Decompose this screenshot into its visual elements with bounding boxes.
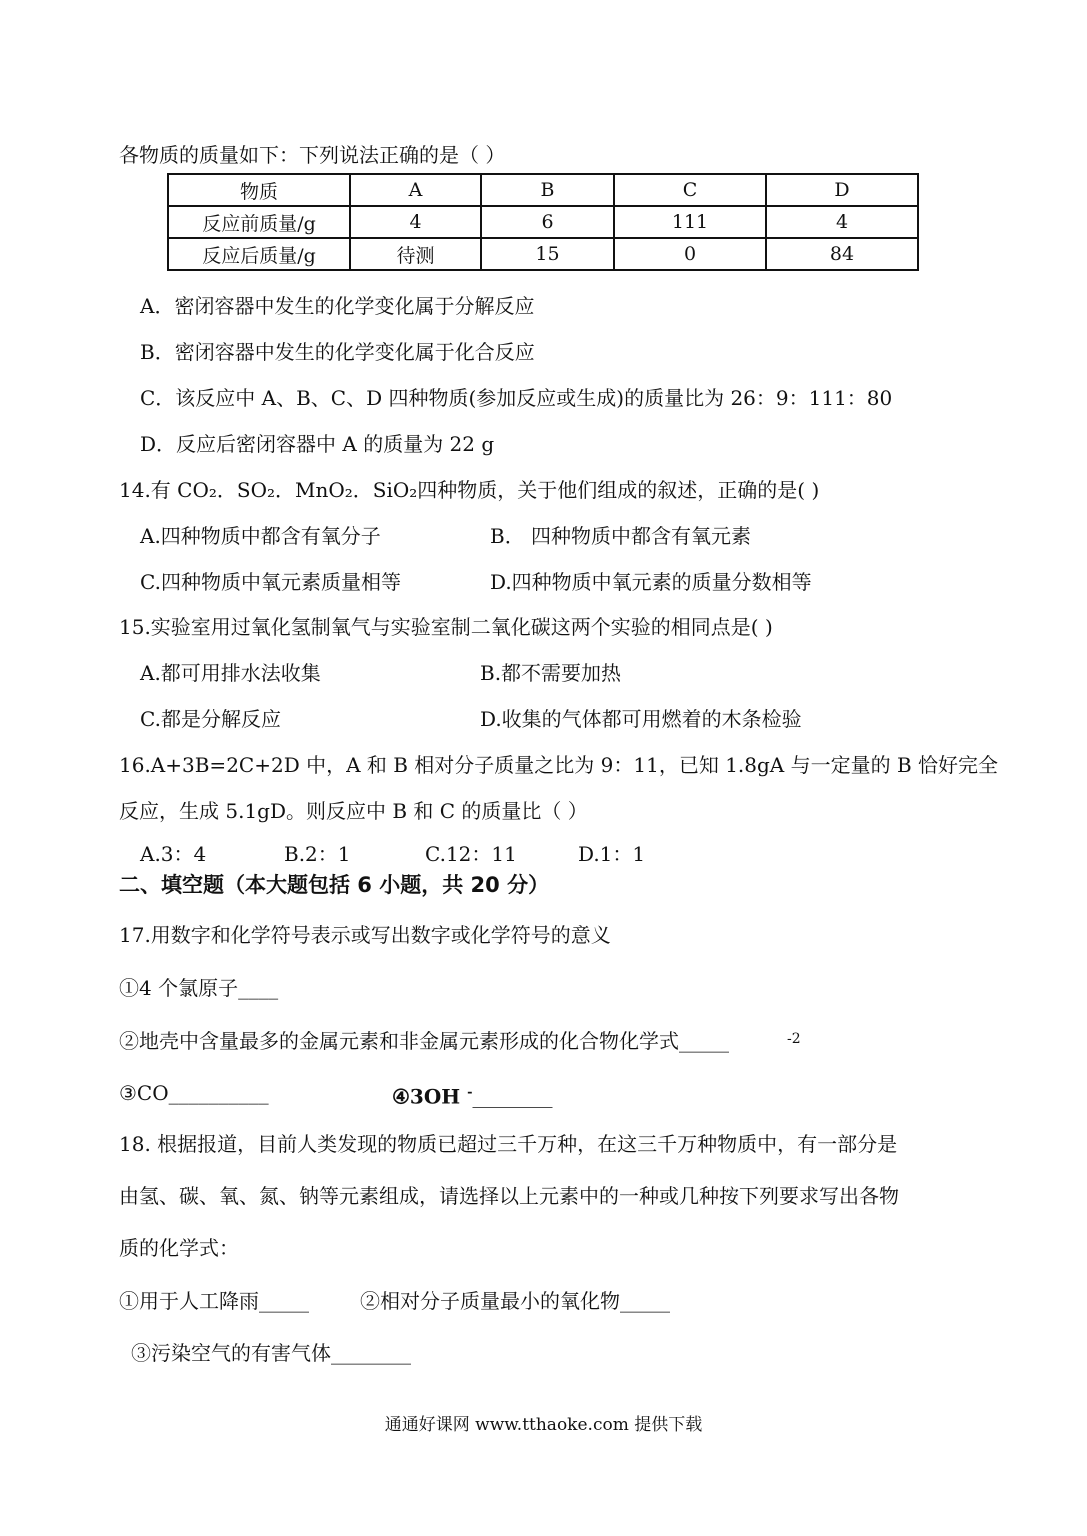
q15-option-c: C.都是分解反应 [140, 707, 281, 731]
q16-option-d: D.1：1 [578, 842, 646, 866]
q16-option-b: B.2：1 [284, 842, 351, 866]
table-cell: 物质 [168, 174, 350, 206]
table-row [168, 206, 918, 238]
table-cell: 待测 [350, 238, 481, 270]
q16-stem-line1: 16.A+3B=2C+2D 中，A 和 B 相对分子质量之比为 9：11，已知 1.8gA 与一定量的 B 恰好完全 [119, 753, 999, 777]
table-cell: B [481, 174, 614, 206]
q14-option-d: D.四种物质中氧元素的质量分数相等 [490, 570, 812, 594]
q17-item-4-blank: ________ [472, 1084, 553, 1109]
q13-option-a: A．密闭容器中发生的化学变化属于分解反应 [140, 294, 535, 318]
table-cell: A [350, 174, 481, 206]
q17-item-4-text: ④3OH [392, 1084, 468, 1109]
section-heading: 二、填空题（本大题包括 6 小题，共 20 分） [119, 873, 550, 897]
q14-option-c: C.四种物质中氧元素质量相等 [140, 570, 401, 594]
q17-item-2: ②地壳中含量最多的金属元素和非金属元素形成的化合物化学式_____ [119, 1029, 729, 1053]
table-cell: 4 [766, 206, 918, 238]
table-row [168, 238, 918, 270]
q15-option-b: B.都不需要加热 [480, 661, 622, 685]
q17-item-3: ③CO__________ [119, 1081, 269, 1105]
q17-item-1: ①4 个氯原子____ [119, 976, 279, 1000]
table-row [168, 174, 918, 206]
mass-table [167, 173, 919, 271]
q13-option-b: B．密闭容器中发生的化学变化属于化合反应 [140, 340, 535, 364]
intro-text: 各物质的质量如下：下列说法正确的是（ ） [119, 143, 506, 167]
valence-mark: -2 [787, 1031, 801, 1047]
table-cell: 15 [481, 238, 614, 270]
table-cell: 111 [614, 206, 766, 238]
q18-item-1: ①用于人工降雨_____ [119, 1289, 309, 1313]
q16-option-a: A.3：4 [140, 842, 207, 866]
table-cell: D [766, 174, 918, 206]
q14-option-b: B． 四种物质中都含有氧元素 [490, 524, 752, 548]
q18-stem-line1: 18. 根据报道，目前人类发现的物质已超过三千万种，在这三千万种物质中，有一部分是 [119, 1132, 898, 1156]
table-cell: 4 [350, 206, 481, 238]
q15-option-a: A.都可用排水法收集 [140, 661, 321, 685]
q13-option-c: C．该反应中 A、B、C、D 四种物质(参加反应或生成)的质量比为 26：9：111：80 [140, 386, 893, 410]
q14-option-a: A.四种物质中都含有氧分子 [140, 524, 381, 548]
table-cell: 84 [766, 238, 918, 270]
q15-stem: 15.实验室用过氧化氢制氧气与实验室制二氧化碳这两个实验的相同点是( ) [119, 615, 773, 639]
q18-item-2: ②相对分子质量最小的氧化物_____ [360, 1289, 670, 1313]
q18-item-3: ③污染空气的有害气体________ [131, 1341, 411, 1365]
q17-item-4 [392, 1080, 553, 1110]
q16-option-c: C.12：11 [425, 842, 517, 866]
table-cell: 6 [481, 206, 614, 238]
table-cell: 反应前质量/g [168, 206, 350, 238]
table-cell: 反应后质量/g [168, 238, 350, 270]
q13-option-d: D．反应后密闭容器中 A 的质量为 22 g [140, 432, 495, 456]
q17-stem: 17.用数字和化学符号表示或写出数字或化学符号的意义 [119, 923, 611, 947]
q18-stem-line3: 质的化学式： [119, 1236, 239, 1260]
q15-option-d: D.收集的气体都可用燃着的木条检验 [480, 707, 802, 731]
table-cell: 0 [614, 238, 766, 270]
footer-text: 通通好课网 www.tthaoke.com 提供下载 [384, 1415, 703, 1435]
q18-stem-line2: 由氢、碳、氧、氮、钠等元素组成，请选择以上元素中的一种或几种按下列要求写出各物 [119, 1184, 899, 1208]
q16-stem-line2: 反应，生成 5.1gD。则反应中 B 和 C 的质量比（ ） [119, 799, 588, 823]
q14-stem: 14.有 CO₂．SO₂．MnO₂．SiO₂四种物质，关于他们组成的叙述，正确的是( ) [119, 478, 820, 502]
table-cell: C [614, 174, 766, 206]
charge-superscript: - [467, 1085, 473, 1100]
